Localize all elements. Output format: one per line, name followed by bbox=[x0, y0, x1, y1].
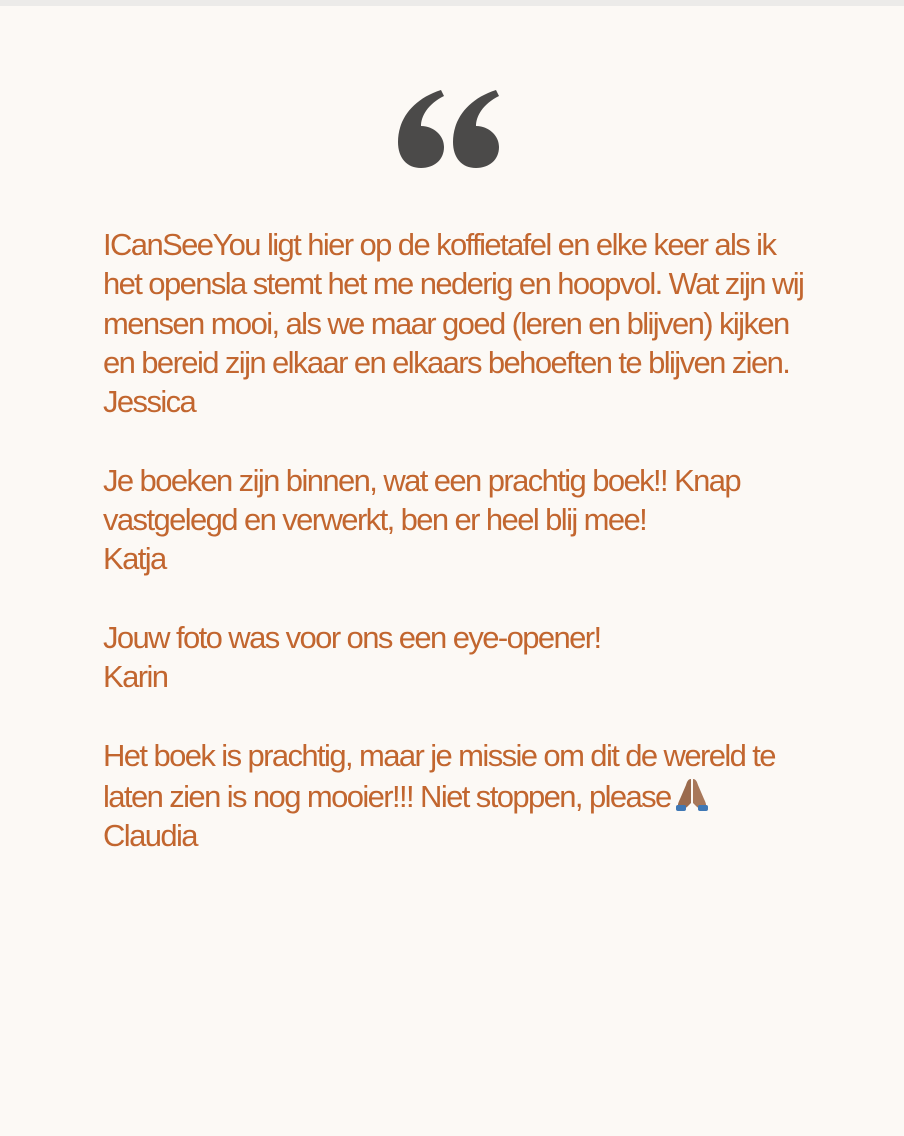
testimonial-text: Het boek is prachtig, maar je missie om dit de wereld te laten zien is nog mooier!!! Niet stoppen, please bbox=[103, 737, 775, 815]
testimonial-author: Karin bbox=[103, 659, 168, 695]
testimonial-author: Claudia bbox=[103, 818, 197, 854]
testimonial-text: Je boeken zijn binnen, wat een prachtig boek!! Knap vastgelegd en verwerkt, ben er heel blij mee! bbox=[103, 462, 741, 538]
testimonial-author: Katja bbox=[103, 541, 166, 577]
testimonials-list bbox=[103, 225, 813, 895]
testimonials-page bbox=[0, 6, 904, 1136]
testimonial-text: ICanSeeYou ligt hier op de koffietafel en elke keer als ik het opensla stemt het me nederig en hoopvol. Wat zijn wij mensen mooi, als we maar goed (leren en blijven) kijken en bereid zijn elkaar en elkaars behoeften te blijven zien. bbox=[103, 227, 804, 380]
testimonial-text: Jouw foto was voor ons een eye-opener! bbox=[103, 619, 601, 655]
testimonial-karin bbox=[103, 618, 813, 697]
testimonial-claudia bbox=[103, 736, 813, 856]
testimonial-text-wrapper bbox=[103, 736, 813, 817]
testimonial-author: Jessica bbox=[103, 384, 196, 420]
quote-open-icon bbox=[394, 84, 510, 174]
folded-hands-icon bbox=[673, 775, 711, 811]
testimonial-jessica bbox=[103, 225, 813, 421]
testimonial-katja bbox=[103, 461, 813, 579]
